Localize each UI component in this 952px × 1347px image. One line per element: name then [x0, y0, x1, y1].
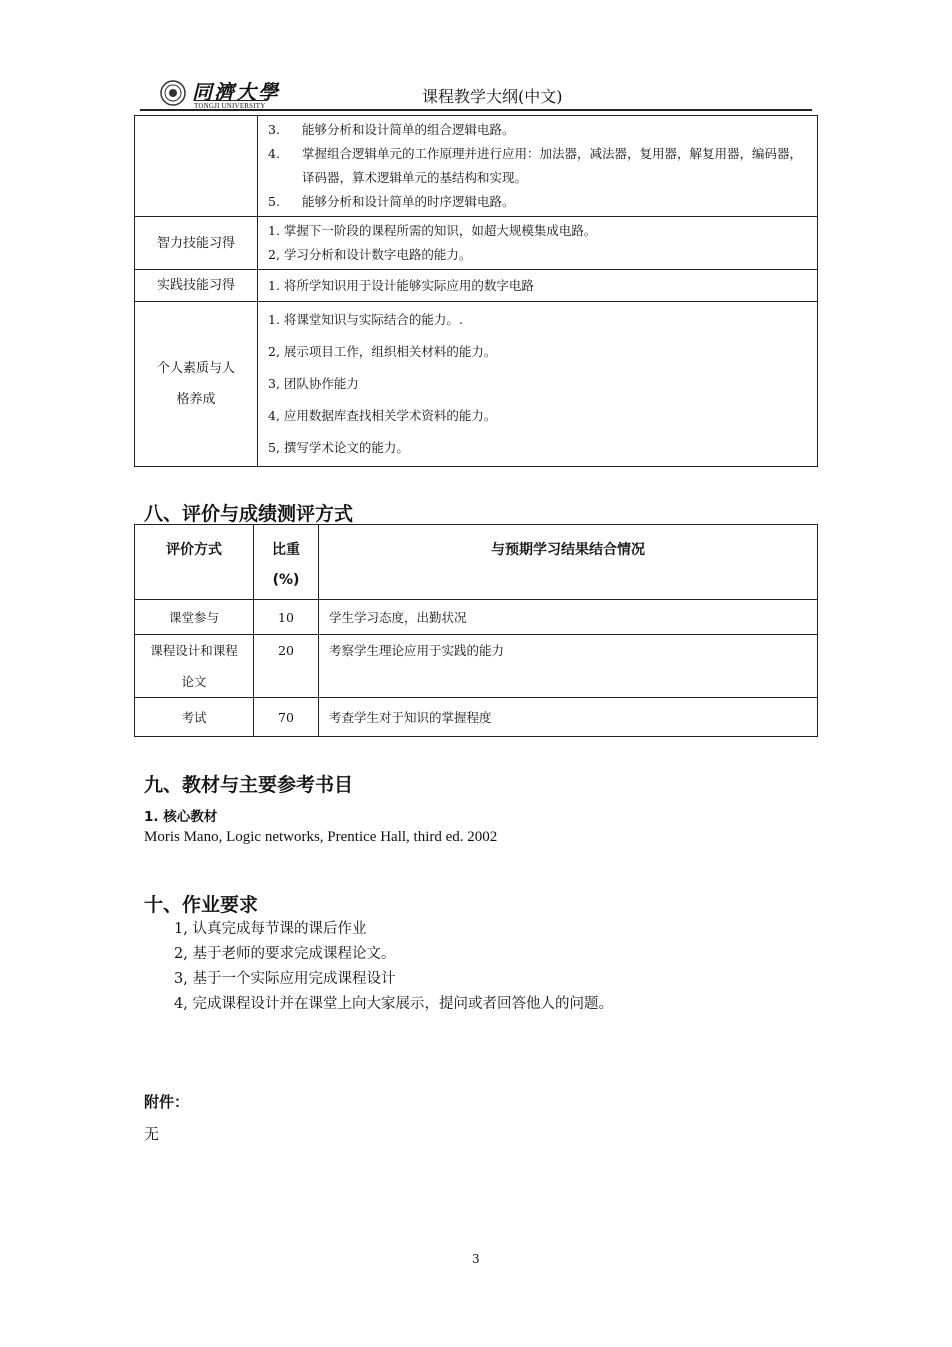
cell-method: 考试	[135, 698, 254, 737]
section-9-title: 九、教材与主要参考书目	[144, 774, 354, 796]
col-header-weight-unit: (%)	[272, 572, 300, 588]
row-content	[258, 217, 818, 270]
list-item: 1. 将所学知识用于设计能够实际应用的数字电路	[268, 277, 534, 293]
item-number: 3.	[268, 122, 280, 137]
item-text: 能够分析和设计简单的组合逻辑电路。	[302, 122, 515, 137]
row-content	[258, 116, 818, 217]
table-row	[135, 600, 818, 635]
list-item: 4, 应用数据库查找相关学术资料的能力。	[268, 408, 497, 423]
col-header-weight	[254, 525, 319, 600]
homework-item: 2, 基于老师的要求完成课程论文。	[174, 946, 396, 962]
table-row	[135, 217, 818, 270]
cell-relation: 考察学生理论应用于实践的能力	[319, 635, 818, 698]
col-header-weight-line: 比重	[272, 542, 300, 558]
cell-method-line: 论文	[181, 674, 207, 689]
assessment-table	[134, 524, 818, 737]
list-item: 3, 团队协作能力	[268, 376, 359, 391]
appendix-label: 附件：	[144, 1093, 190, 1111]
list-item: 2, 展示项目工作，组织相关材料的能力。	[268, 344, 497, 359]
section-9-subtitle: 1. 核心教材	[144, 809, 218, 825]
item-number: 4.	[268, 146, 280, 161]
appendix-value: 无	[144, 1127, 160, 1143]
header-title: 课程教学大纲(中文)	[422, 87, 563, 106]
item-text: 能够分析和设计简单的时序逻辑电路。	[302, 194, 515, 209]
homework-item: 3, 基于一个实际应用完成课程设计	[174, 971, 396, 987]
list-item: 2, 学习分析和设计数字电路的能力。	[268, 247, 472, 262]
table-row	[135, 116, 818, 217]
page-header	[140, 78, 812, 112]
row-content	[258, 302, 818, 467]
cell-method	[135, 635, 254, 698]
list-item	[268, 190, 807, 214]
table-row	[135, 302, 818, 467]
section-8-title: 八、评价与成绩测评方式	[144, 503, 354, 525]
row-content	[258, 270, 818, 302]
page-number: 3	[472, 1252, 480, 1266]
col-header-relation: 与预期学习结果结合情况	[319, 525, 818, 600]
cell-weight: 70	[254, 698, 319, 737]
cell-weight: 20	[254, 635, 319, 698]
list-item	[268, 142, 807, 190]
row-label-line: 个人素质与人	[156, 361, 235, 376]
item-number: 5.	[268, 194, 280, 209]
cell-method-line: 课程设计和课程	[150, 643, 238, 658]
table-row	[135, 698, 818, 737]
logo-english-name: TONGJI UNIVERSITY	[194, 102, 266, 110]
logo-chinese-name: 同濟大學	[192, 80, 280, 104]
list-item: 5, 撰写学术论文的能力。	[268, 440, 409, 455]
homework-item: 1, 认真完成每节课的课后作业	[174, 921, 367, 937]
table-row	[135, 270, 818, 302]
university-logo	[160, 78, 320, 112]
header-rule	[140, 109, 812, 111]
outcomes-table	[134, 115, 818, 467]
cell-relation: 学生学习态度，出勤状况	[319, 600, 818, 635]
cell-method: 课堂参与	[135, 600, 254, 635]
list-item: 1. 掌握下一阶段的课程所需的知识，如超大规模集成电路。	[268, 223, 597, 238]
list-item	[268, 118, 807, 142]
list-item: 1. 将课堂知识与实际结合的能力。.	[268, 312, 463, 327]
cell-weight: 10	[254, 600, 319, 635]
row-label: 智力技能习得	[135, 217, 258, 270]
cell-relation: 考查学生对于知识的掌握程度	[319, 698, 818, 737]
table-row	[135, 635, 818, 698]
table-header-row	[135, 525, 818, 600]
core-textbook: Moris Mano, Logic networks, Prentice Hall, third ed. 2002	[144, 829, 498, 845]
section-10-title: 十、作业要求	[144, 894, 259, 916]
row-label: 实践技能习得	[135, 270, 258, 302]
row-label-line: 格养成	[176, 392, 216, 407]
university-seal-icon	[160, 80, 186, 106]
item-text: 掌握组合逻辑单元的工作原理并进行应用：加法器，减法器，复用器，解复用器，编码器，译码器，算术逻辑单元的基结构和实现。	[302, 146, 803, 185]
col-header-method: 评价方式	[135, 525, 254, 600]
row-label	[135, 116, 258, 217]
row-label	[135, 302, 258, 467]
homework-item: 4, 完成课程设计并在课堂上向大家展示，提问或者回答他人的问题。	[174, 996, 613, 1012]
